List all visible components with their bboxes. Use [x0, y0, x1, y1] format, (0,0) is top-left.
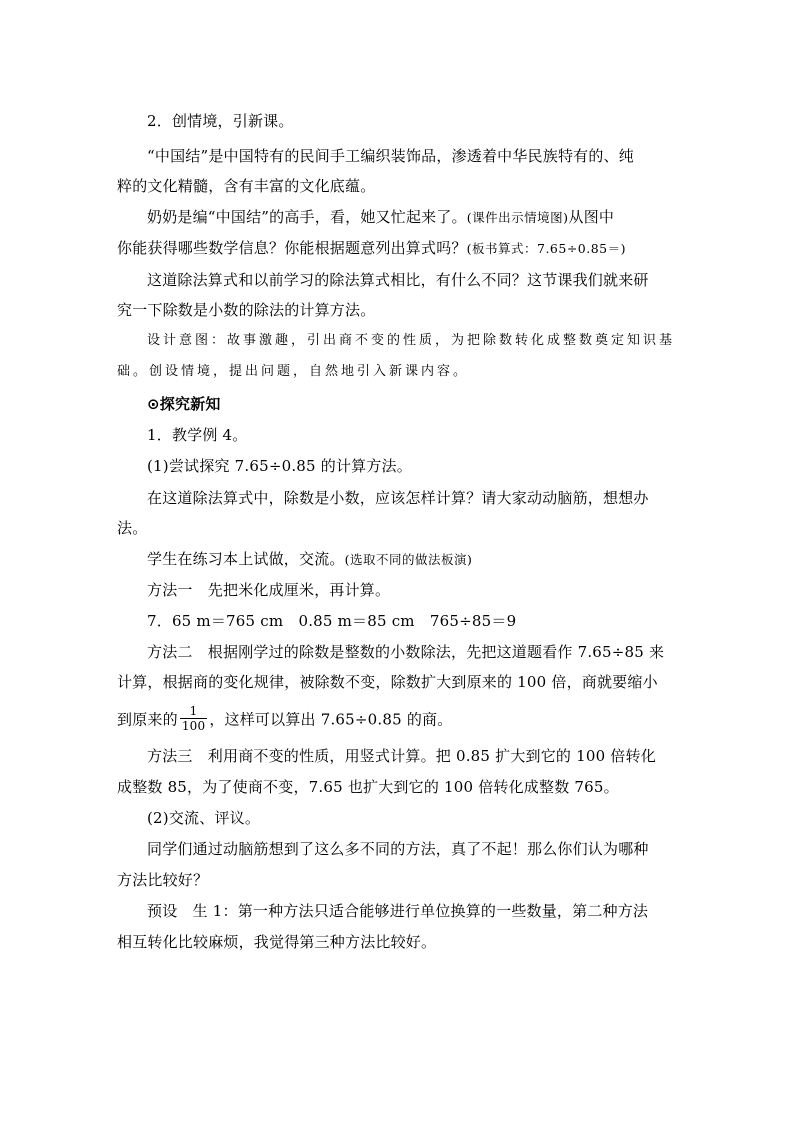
fraction-denominator: 100 — [181, 719, 206, 733]
text-line — [117, 238, 626, 259]
text-line: 方法二 根据刚学过的除数是整数的小数除法，先把这道题看作 7.65÷85 来 — [147, 643, 665, 661]
text-line: (2)交流、评议。 — [147, 809, 261, 827]
text-line: 相互转化比较麻烦，我觉得第三种方法比较好。 — [117, 933, 437, 951]
design-note: 设计意图：故事激趣，引出商不变的性质，为把除数转化成整数奠定知识基 — [147, 333, 676, 348]
text-line — [147, 207, 614, 228]
text-line: 预设 生 1：第一种方法只适合能够进行单位换算的一些数量，第二种方法 — [147, 902, 649, 920]
text-segment: 到原来的 — [117, 710, 178, 729]
fraction-numerator: 1 — [180, 704, 208, 719]
remark: (选取不同的做法板演) — [344, 552, 473, 567]
text-line: 方法三 利用商不变的性质，用竖式计算。把 0.85 扩大到它的 100 倍转化 — [147, 747, 656, 765]
text-line: 2．创情境，引新课。 — [147, 112, 294, 130]
text-segment: 学生在练习本上试做，交流。 — [147, 550, 345, 568]
remark: (板书算式：7.65÷0.85＝) — [466, 241, 627, 256]
text-segment: ，这样可以算出 7.65÷0.85 的商。 — [209, 710, 453, 729]
text-line: (1)尝试探究 7.65÷0.85 的计算方法。 — [147, 457, 412, 475]
remark: (课件出示情境图) — [466, 210, 569, 225]
text-line: 1．教学例 4。 — [147, 426, 248, 444]
text-line: 7．65 m＝765 cm 0.85 m＝85 cm 765÷85＝9 — [147, 612, 517, 630]
text-line: 成整数 85，为了使商不变，7.65 也扩大到它的 100 倍转化成整数 765。 — [117, 778, 619, 796]
text-line: 方法一 先把米化成厘米，再计算。 — [147, 581, 391, 599]
text-line: 粹的文化精髓，含有丰富的文化底蕴。 — [117, 177, 376, 195]
text-line: 这道除法算式和以前学习的除法算式相比，有什么不同？这节课我们就来研 — [147, 271, 649, 289]
text-line: 计算，根据商的变化规律，被除数不变，除数扩大到原来的 100 倍，商就要缩小 — [117, 673, 658, 691]
fraction — [180, 704, 208, 733]
text-line: 究一下除数是小数的除法的计算方法。 — [117, 301, 376, 319]
design-note: 础。创设情境，提出问题，自然地引入新课内容。 — [117, 364, 470, 379]
text-line: 同学们通过动脑筋想到了这么多不同的方法，真了不起！那么你们认为哪种 — [147, 840, 649, 858]
text-line: 在这道除法算式中，除数是小数，应该怎样计算？请大家动动脑筋，想想办 — [147, 489, 649, 507]
text-segment: 从图中 — [568, 208, 615, 226]
text-line — [117, 706, 452, 735]
text-line — [147, 549, 472, 570]
text-line: 方法比较好？ — [117, 871, 209, 889]
section-heading: ⊙探究新知 — [147, 395, 221, 413]
text-segment: 你能获得哪些数学信息？你能根据题意列出算式吗？ — [117, 239, 467, 257]
text-line: “中国结”是中国特有的民间手工编织装饰品，渗透着中华民族特有的、纯 — [147, 147, 634, 165]
text-segment: 奶奶是编“中国结”的高手，看，她又忙起来了。 — [147, 208, 467, 226]
text-line: 法。 — [117, 519, 148, 537]
